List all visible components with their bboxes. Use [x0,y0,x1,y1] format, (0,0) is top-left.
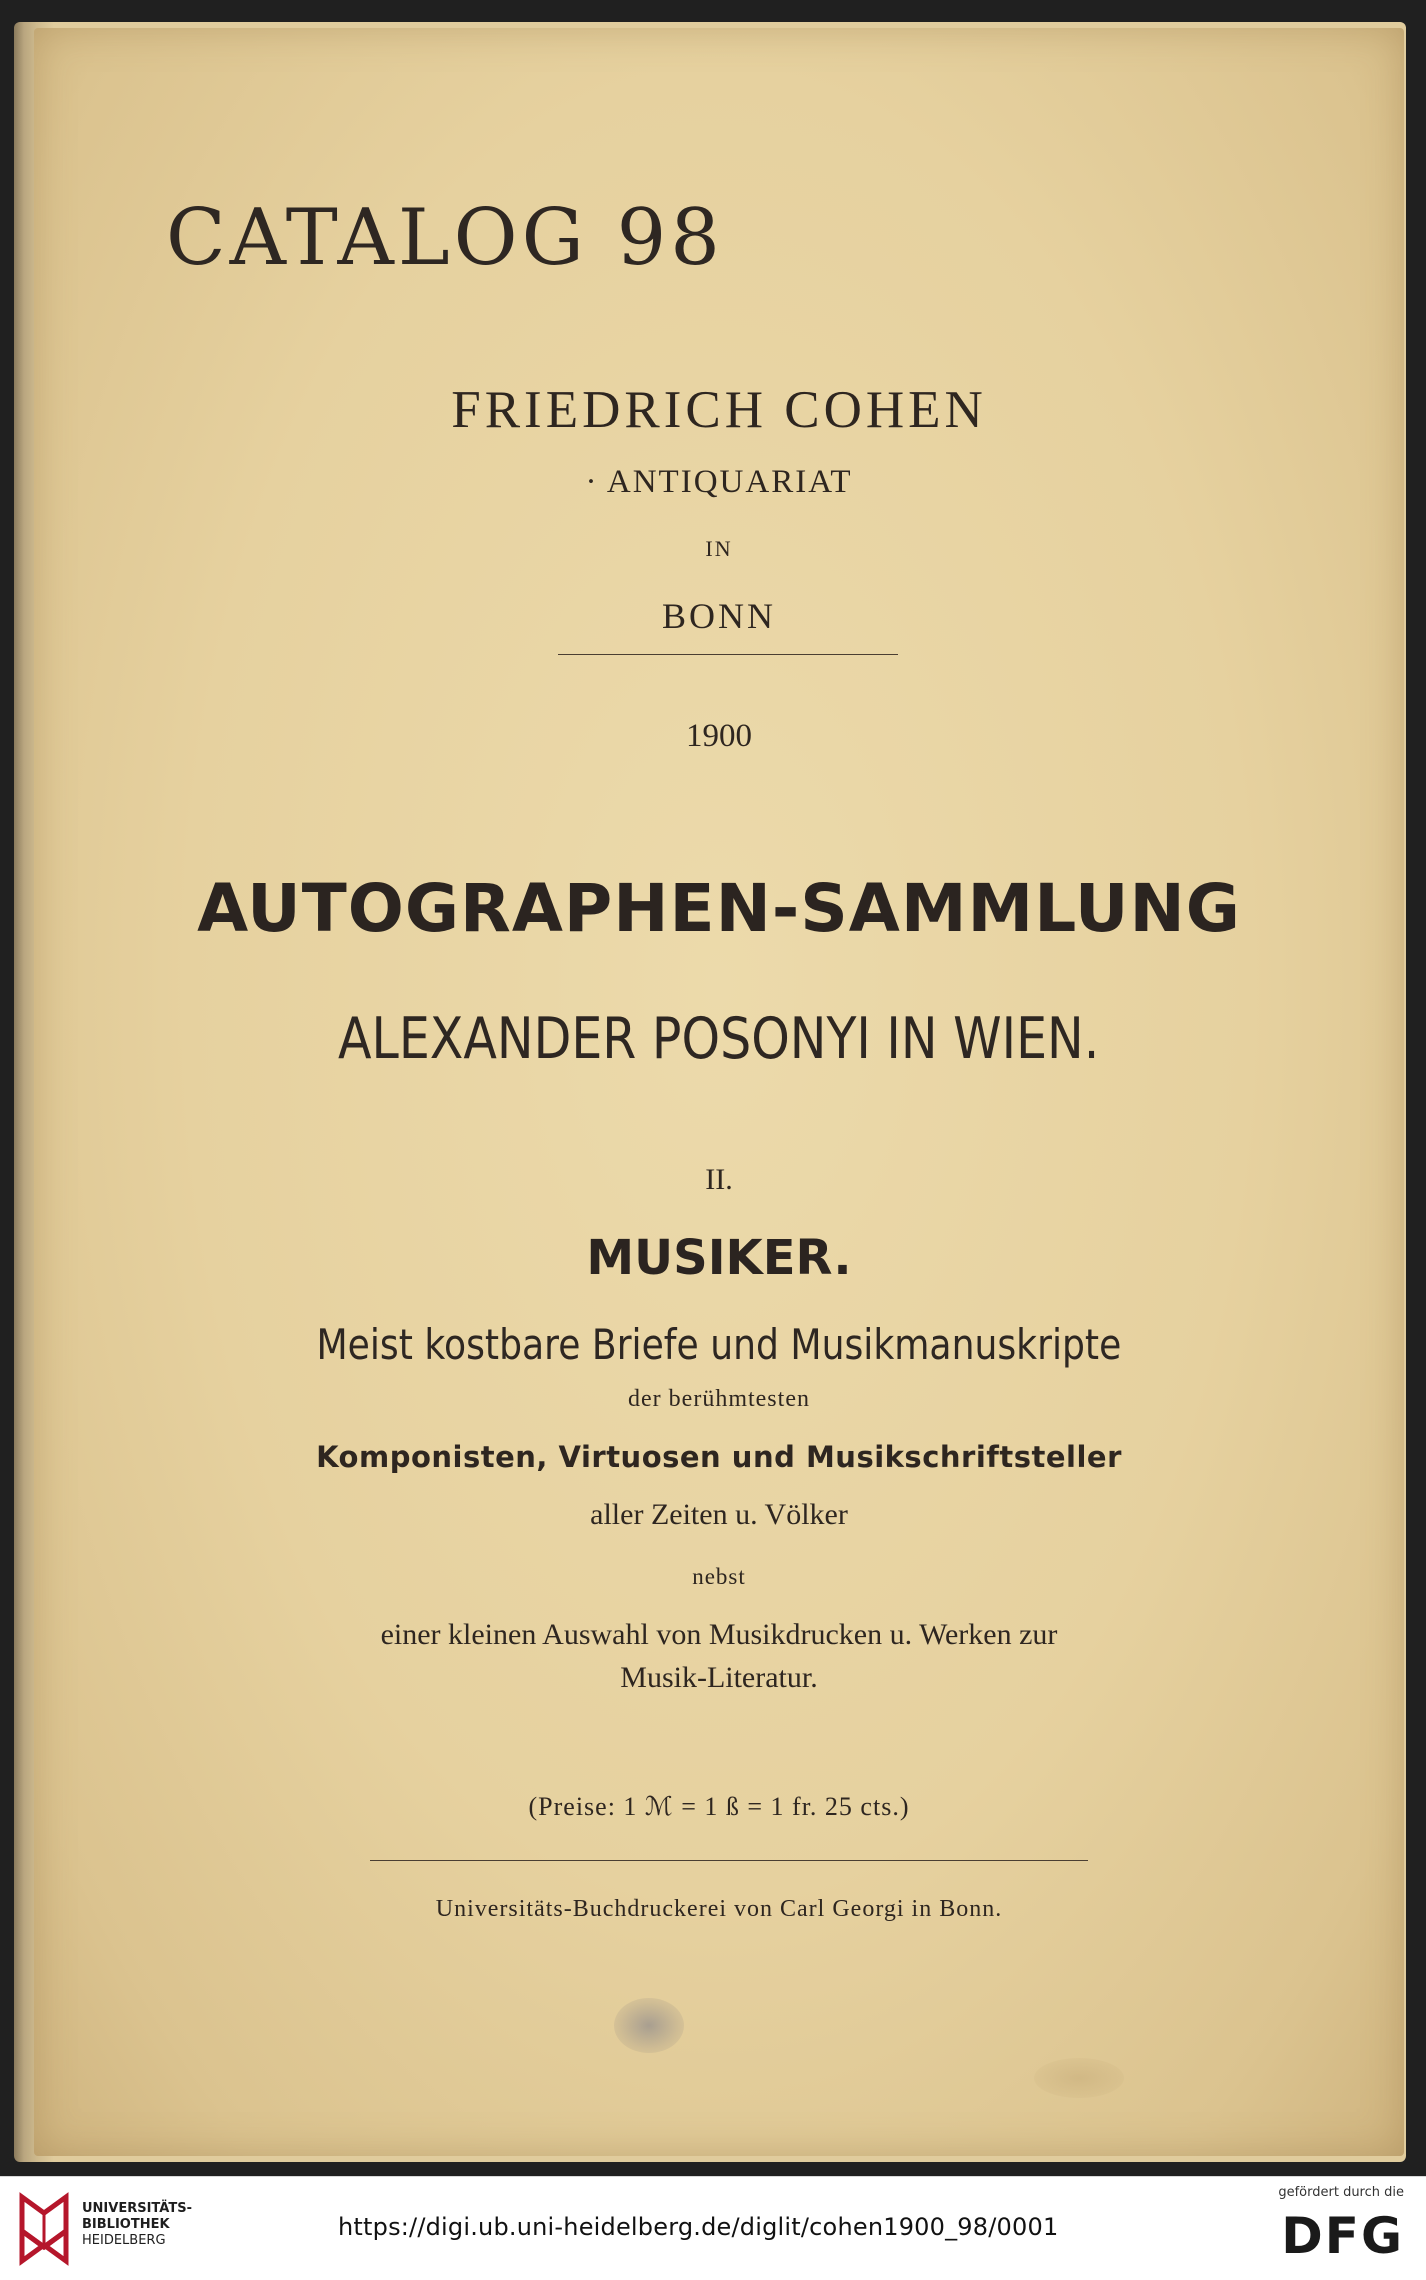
collection-owner: ALEXANDER POSONYI IN WIEN. [338,1006,1100,1072]
university-line-2: BIBLIOTHEK [82,2217,170,2232]
collection-title: AUTOGRAPHEN-SAMMLUNG [197,870,1241,947]
publisher-name: FRIEDRICH COHEN [451,381,987,439]
divider-rule [370,1860,1088,1861]
description-line-1: Meist kostbare Briefe und Musikmanuskripte [316,1320,1122,1369]
description-line-5: nebst [692,1564,746,1589]
publisher-type: · ANTIQUARIAT [585,464,853,500]
catalog-title: CATALOG 98 [166,193,724,283]
paper-stain [614,1998,684,2053]
collection-owner-wrapper [34,1006,1404,1072]
part-number: II. [705,1163,733,1196]
description-line-3: Komponisten, Virtuosen und Musikschriftsteller [316,1440,1122,1474]
page-url[interactable]: https://digi.ub.uni-heidelberg.de/diglit/cohen1900_98/0001 [338,2213,1059,2241]
university-line-3: HEIDELBERG [82,2233,166,2248]
city-name: BONN [661,596,776,636]
publication-year: 1900 [686,718,752,754]
funding-caption: gefördert durch die [1278,2185,1404,2200]
catalog-cover-page [34,28,1404,2156]
divider-rule [558,654,898,655]
price-note: (Preise: 1 ℳ = 1 ß = 1 fr. 25 cts.) [528,1792,910,1821]
university-logo[interactable] [14,2191,74,2267]
paper-stain [1034,2058,1124,2098]
university-seal-icon [14,2191,74,2267]
part-title: MUSIKER. [586,1230,852,1286]
university-name [82,2201,192,2249]
university-line-1: UNIVERSITÄTS- [82,2201,192,2216]
description-line-4: aller Zeiten u. Völker [590,1498,848,1531]
description-line-2: der berühmtesten [628,1386,810,1412]
description-line-6: einer kleinen Auswahl von Musikdrucken u. Werken zur [380,1618,1058,1651]
printer-imprint: Universitäts-Buchdruckerei von Carl Georgi in Bonn. [435,1896,1003,1922]
dfg-logo[interactable]: DFG [1281,2207,1404,2265]
desc-line1-wrapper [34,1320,1404,1369]
location-prefix: IN [705,536,733,561]
viewer-footer [0,2176,1426,2280]
description-line-7: Musik-Literatur. [620,1661,818,1694]
